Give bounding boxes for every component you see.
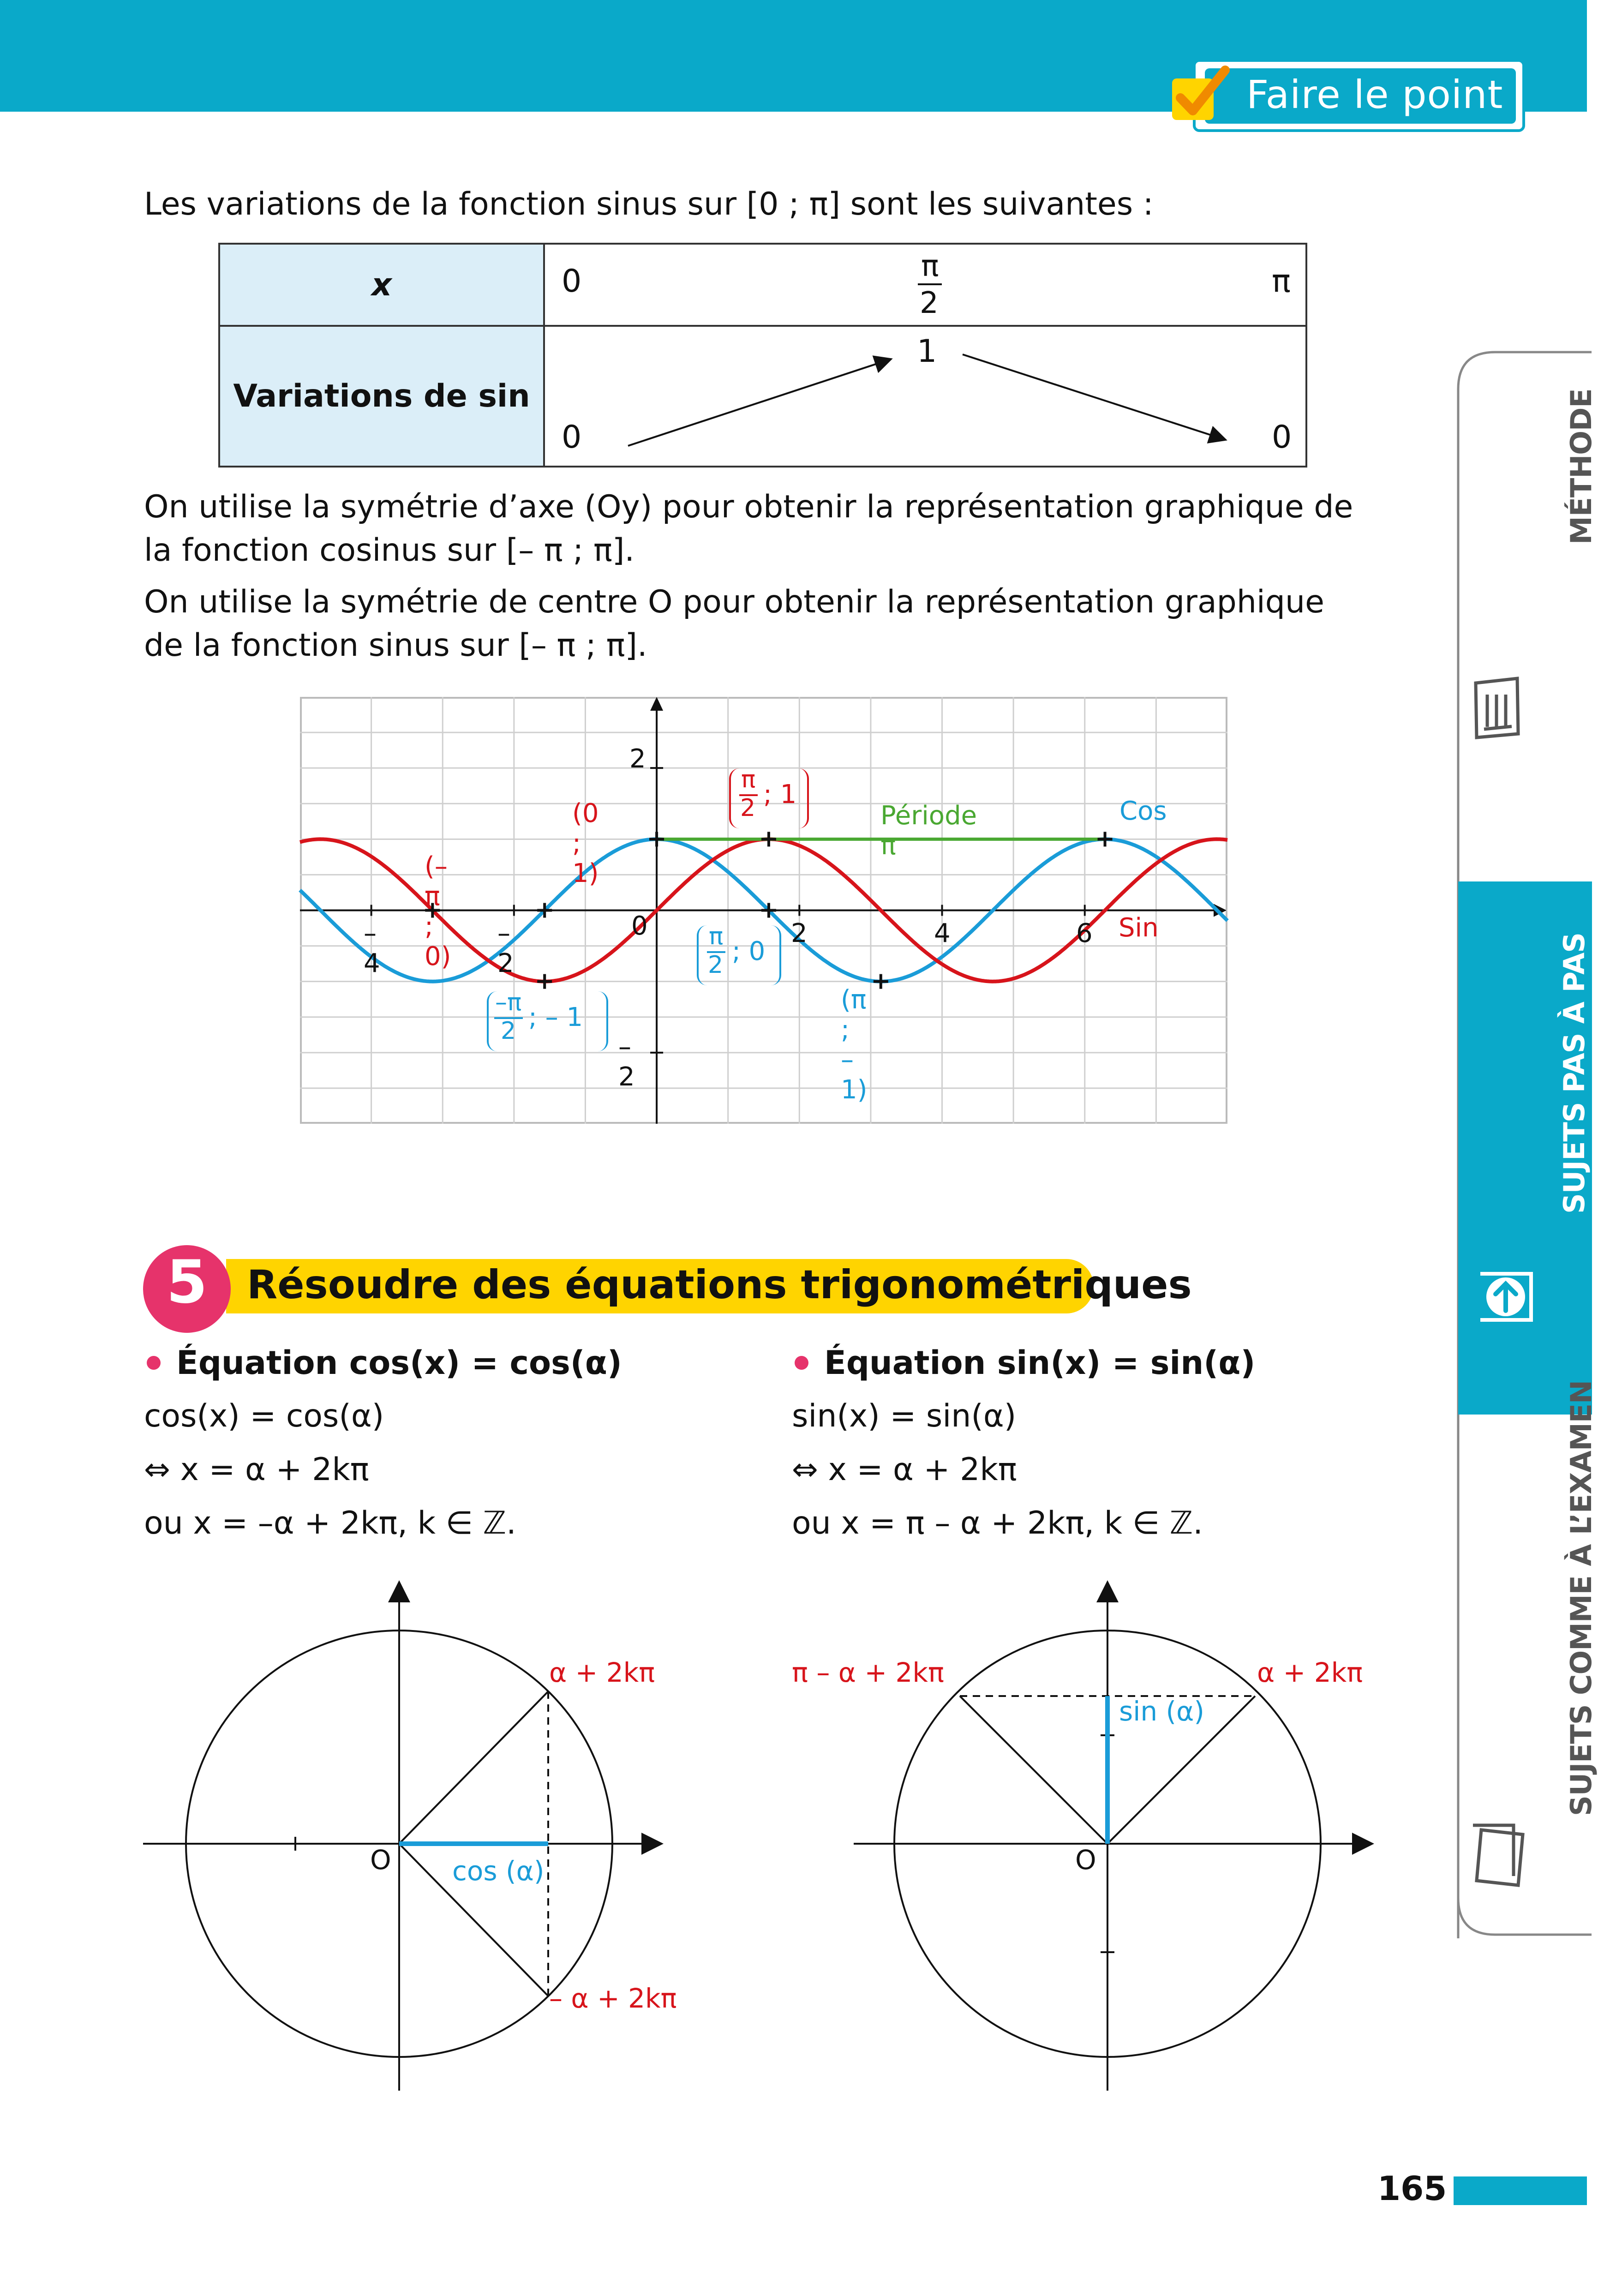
x-value-pi-num: π [921, 249, 939, 283]
point-label-0-1: (0 ; 1) [572, 798, 599, 888]
x-tick-label-0: 0 [631, 911, 648, 941]
point-mark [761, 832, 776, 846]
legend-sin: Sin [1119, 913, 1159, 943]
sin-label-left: π – α + 2kπ [792, 1657, 944, 1688]
document-icon [1467, 1821, 1532, 1890]
y-tick-label-m2: –2 [618, 1032, 635, 1092]
cos-line-1: cos(x) = cos(α) [144, 1398, 384, 1434]
cos-label-bottom: – α + 2kπ [549, 1983, 677, 2014]
variation-table [218, 243, 1307, 468]
tab-pas-a-pas-label: SUJETS PAS À PAS [1557, 933, 1591, 1214]
x-value-0: 0 [562, 263, 582, 300]
sin-line-1: sin(x) = sin(α) [792, 1398, 1017, 1434]
row-var-label: Variations de sin [219, 326, 544, 467]
origin-label: O [370, 1844, 391, 1876]
x-tick-label-2: 2 [791, 918, 808, 948]
point-label-mpi-0: (– π ; 0) [425, 851, 451, 971]
bullet-icon [795, 1356, 808, 1370]
var-value-end: 0 [1272, 419, 1292, 456]
cos-line-2: ⇔ x = α + 2kπ [144, 1451, 369, 1488]
y-tick-label-2: 2 [629, 744, 646, 774]
variation-arrows [545, 327, 1305, 468]
tab-methode-label: MÉTHODE [1564, 389, 1598, 545]
var-value-max: 1 [917, 333, 937, 370]
sin-alpha-label: sin (α) [1119, 1696, 1205, 1727]
sin-equation-heading: Équation sin(x) = sin(α) [824, 1344, 1256, 1382]
variations-cell [544, 326, 1306, 467]
section-5-title: Résoudre des équations trigonométriques [247, 1262, 1192, 1308]
point-mark [874, 974, 888, 989]
point-label-mpi2-m1: –π 2 ; – 1 [487, 991, 608, 1051]
faire-le-point-badge [1193, 59, 1525, 132]
point-mark [649, 832, 664, 846]
tab-methode[interactable] [1458, 351, 1598, 881]
bullet-icon [147, 1356, 161, 1370]
footer-bar [1454, 2176, 1587, 2205]
x-tick-label-6: 6 [1076, 918, 1093, 948]
x-tick-label-4: 4 [934, 918, 951, 948]
paragraph-1-line-1: On utilise la symétrie d’axe (Oy) pour obtenir la représentation graphique de [144, 489, 1353, 525]
sin-label-right: α + 2kπ [1257, 1657, 1363, 1688]
x-tick-label-m4: –4 [364, 918, 380, 978]
tab-sujets-examen[interactable] [1458, 1380, 1598, 1938]
x-values-cell [544, 244, 1306, 326]
var-value-start: 0 [562, 419, 582, 456]
x-value-pi: π [1272, 263, 1291, 300]
x-tick-label-m2: –2 [497, 918, 514, 978]
cos-alpha-label: cos (α) [452, 1855, 545, 1887]
arrow-up-circle-icon [1480, 1265, 1545, 1329]
variations-intro: Les variations de la fonction sinus sur [0 ; π] sont les suivantes : [144, 186, 1154, 222]
point-label-pi2-1: π 2 ; 1 [729, 768, 809, 828]
sin-line-3: ou x = π – α + 2kπ, k ∈ ℤ. [792, 1505, 1203, 1541]
point-label-pi-m1: (π ; – 1) [841, 985, 868, 1105]
fraction-bar [918, 283, 942, 285]
tab-examen-label: SUJETS COMME À L’EXAMEN [1564, 1380, 1598, 1816]
origin-label: O [1075, 1844, 1096, 1876]
paragraph-2-line-1: On utilise la symétrie de centre O pour obtenir la représentation graphique [144, 584, 1324, 620]
point-label-pi2-0: π 2 ; 0 [697, 925, 781, 985]
tab-sujets-pas-a-pas[interactable] [1458, 881, 1591, 1415]
x-value-2-den: 2 [920, 286, 939, 320]
sin-line-2: ⇔ x = α + 2kπ [792, 1451, 1017, 1488]
section-5-number: 5 [166, 1248, 208, 1317]
point-mark [537, 974, 552, 989]
checklist-icon [1466, 674, 1526, 743]
y-axis-arrow [650, 697, 663, 711]
cos-line-3: ou x = –α + 2kπ, k ∈ ℤ. [144, 1505, 516, 1541]
page-number: 165 [1377, 2169, 1447, 2208]
checkmark-icon [1167, 65, 1232, 125]
cos-label-top: α + 2kπ [549, 1657, 655, 1688]
cos-equation-heading: Équation cos(x) = cos(α) [176, 1344, 622, 1382]
paragraph-1-line-2: la fonction cosinus sur [– π ; π]. [144, 532, 635, 569]
point-mark [1098, 832, 1113, 846]
legend-cos: Cos [1119, 796, 1167, 826]
row-x-label: x [219, 244, 544, 326]
badge-label: Faire le point [1246, 72, 1503, 117]
paragraph-2-line-2: de la fonction sinus sur [– π ; π]. [144, 627, 647, 664]
period-label: Période π [880, 801, 977, 861]
